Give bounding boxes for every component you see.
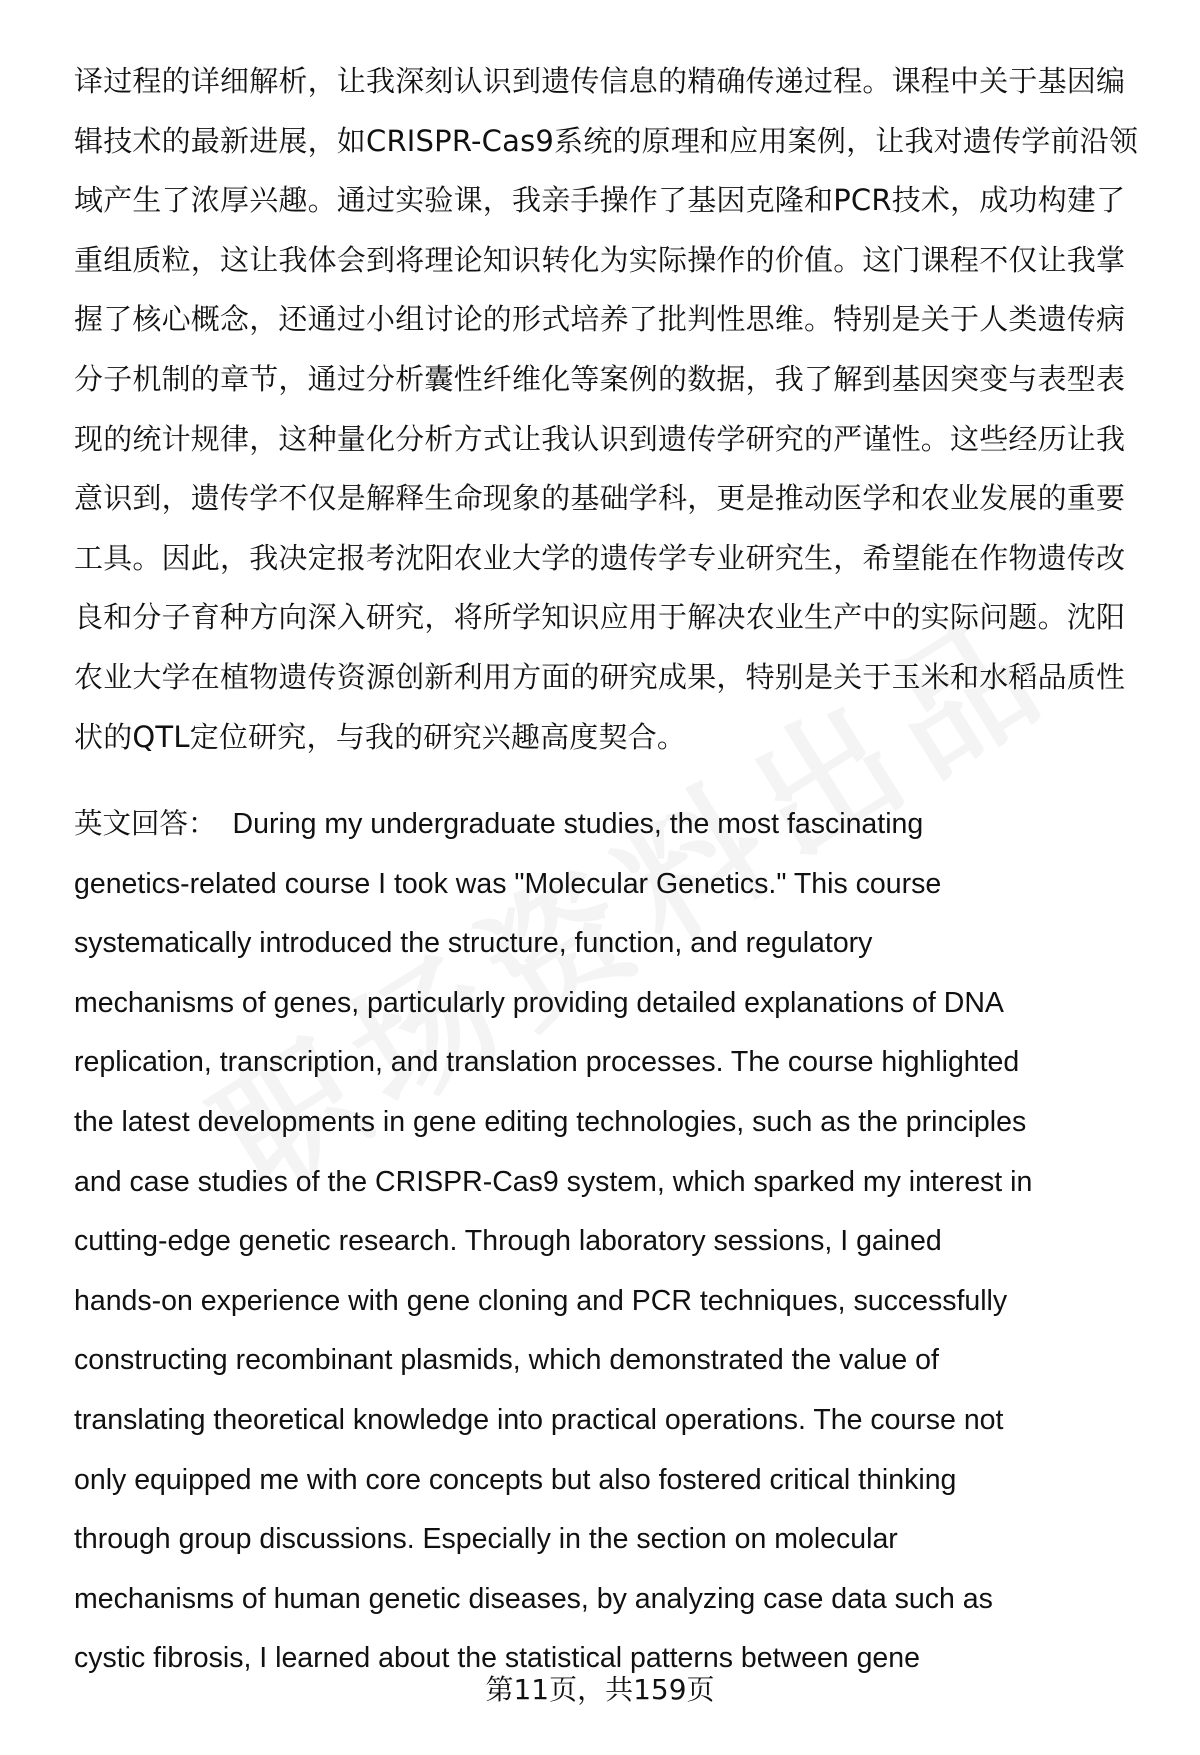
zh-line: 辑技术的最新进展，如CRISPR-Cas9系统的原理和应用案例，让我对遗传学前沿领 [74, 123, 1139, 158]
en-line: cutting-edge genetic research. Through laboratory sessions, I gained [74, 1225, 942, 1258]
zh-line: 分子机制的章节，通过分析囊性纤维化等案例的数据，我了解到基因突变与表型表 [74, 361, 1126, 396]
zh-line: 状的QTL定位研究，与我的研究兴趣高度契合。 [74, 719, 687, 754]
en-line-text: During my undergraduate studies, the most fascinating [232, 808, 924, 840]
en-line: and case studies of the CRISPR-Cas9 system, which sparked my interest in [74, 1165, 1033, 1198]
en-line: only equipped me with core concepts but also fostered critical thinking [74, 1463, 957, 1496]
en-line: hands-on experience with gene cloning and PCR techniques, successfully [74, 1284, 1008, 1317]
zh-line: 现的统计规律，这种量化分析方式让我认识到遗传学研究的严谨性。这些经历让我 [74, 421, 1126, 456]
en-line: mechanisms of human genetic diseases, by analyzing case data such as [74, 1582, 993, 1615]
english-answer-paragraph [74, 795, 1164, 1689]
english-answer-label: 英文回答： [74, 808, 217, 840]
en-line-first [74, 795, 1164, 855]
zh-line: 译过程的详细解析，让我深刻认识到遗传信息的精确传递过程。课程中关于基因编 [74, 64, 1126, 98]
zh-line: 域产生了浓厚兴趣。通过实验课，我亲手操作了基因克隆和PCR技术，成功构建了 [74, 183, 1126, 218]
zh-line: 重组质粒，这让我体会到将理论知识转化为实际操作的价值。这门课程不仅让我掌 [74, 242, 1126, 277]
en-line: genetics-related course I took was "Molecular Genetics." This course [74, 867, 942, 900]
zh-line: 意识到，遗传学不仅是解释生命现象的基础学科，更是推动医学和农业发展的重要 [74, 481, 1126, 516]
en-line: through group discussions. Especially in the section on molecular [74, 1523, 898, 1556]
en-line: constructing recombinant plasmids, which demonstrated the value of [74, 1344, 939, 1377]
page-number-footer: 第11页，共159页 [485, 1673, 715, 1706]
en-line: replication, transcription, and translation processes. The course highlighted [74, 1046, 1020, 1079]
zh-line: 工具。因此，我决定报考沈阳农业大学的遗传学专业研究生，希望能在作物遗传改 [74, 540, 1126, 575]
en-line: the latest developments in gene editing technologies, such as the principles [74, 1105, 1027, 1138]
en-line: systematically introduced the structure, function, and regulatory [74, 927, 873, 960]
en-line: translating theoretical knowledge into practical operations. The course not [74, 1403, 1004, 1436]
zh-line: 农业大学在植物遗传资源创新利用方面的研究成果，特别是关于玉米和水稻品质性 [74, 659, 1126, 694]
chinese-answer-paragraph [74, 52, 1154, 767]
zh-line: 良和分子育种方向深入研究，将所学知识应用于解决农业生产中的实际问题。沈阳 [74, 600, 1126, 635]
en-line: cystic fibrosis, I learned about the statistical patterns between gene [74, 1642, 920, 1675]
zh-line: 握了核心概念，还通过小组讨论的形式培养了批判性思维。特别是关于人类遗传病 [74, 302, 1126, 337]
en-line: mechanisms of genes, particularly providing detailed explanations of DNA [74, 986, 1004, 1019]
